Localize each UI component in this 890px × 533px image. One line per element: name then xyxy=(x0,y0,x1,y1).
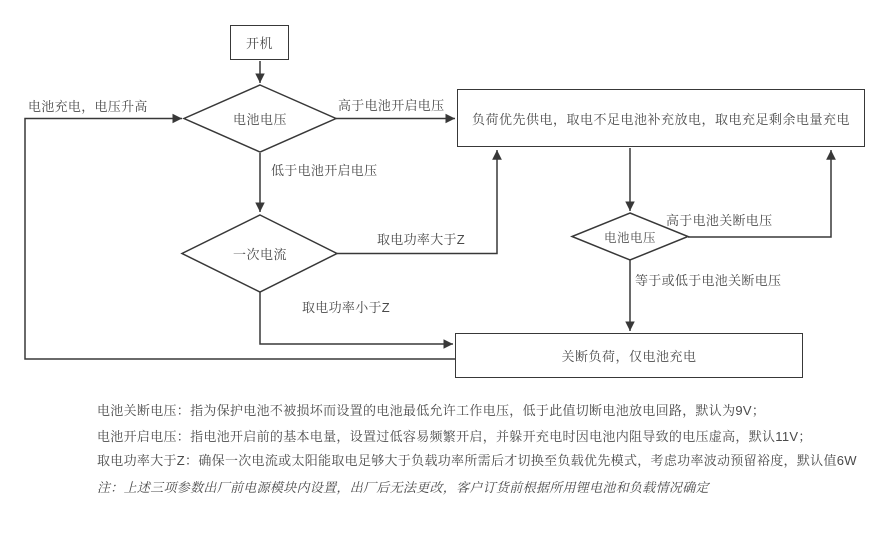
diamond-battery-voltage-1 xyxy=(184,85,336,152)
edge-label-equal-or-below-cutoff: 等于或低于电池关断电压 xyxy=(635,273,782,288)
edge-label-battery-charging: 电池充电，电压升高 xyxy=(28,99,148,114)
diamond-battery-voltage-2-label: 电池电压 xyxy=(603,230,656,245)
edge-label-below-turn-on: 低于电池开启电压 xyxy=(271,163,378,178)
node-shutdown-load xyxy=(455,333,803,378)
edge-label-above-cutoff: 高于电池关断电压 xyxy=(666,213,773,228)
node-start xyxy=(230,25,289,60)
edge-label-power-less-z: 取电功率小于Z xyxy=(302,300,391,315)
node-load-priority xyxy=(457,89,865,147)
note-factory-settings: 注：上述三项参数出厂前电源模块内设置，出厂后无法更改，客户订货前根据所用锂电池和负载情况确定 xyxy=(97,480,709,495)
note-power-greater-z: 取电功率大于Z：确保一次电流或太阳能取电足够大于负载功率所需后才切换至负载优先模式，考虑功率波动预留裕度，默认值6W xyxy=(97,453,857,468)
diamond-primary-current xyxy=(182,215,337,292)
edge-label-above-turn-on: 高于电池开启电压 xyxy=(338,98,445,113)
note-battery-cutoff-voltage: 电池关断电压：指为保护电池不被损坏而设置的电池最低允许工作电压，低于此值切断电池放电回路，默认为9V； xyxy=(97,403,766,418)
node-start-label: 开机 xyxy=(245,36,273,51)
diamond-battery-voltage-1-label: 电池电压 xyxy=(232,111,287,127)
edge-label-power-greater-z: 取电功率大于Z xyxy=(377,232,466,247)
diamond-primary-current-label: 一次电流 xyxy=(232,246,287,262)
node-shutdown-load-label: 关断负荷，仅电池充电 xyxy=(561,349,697,364)
node-load-priority-label: 负荷优先供电，取电不足电池补充放电，取电充足剩余电量充电 xyxy=(471,111,850,127)
note-battery-turn-on-voltage: 电池开启电压：指电池开启前的基本电量，设置过低容易频繁开启，并躲开充电时因电池内阻导致的电压虚高，默认11V； xyxy=(97,429,812,444)
